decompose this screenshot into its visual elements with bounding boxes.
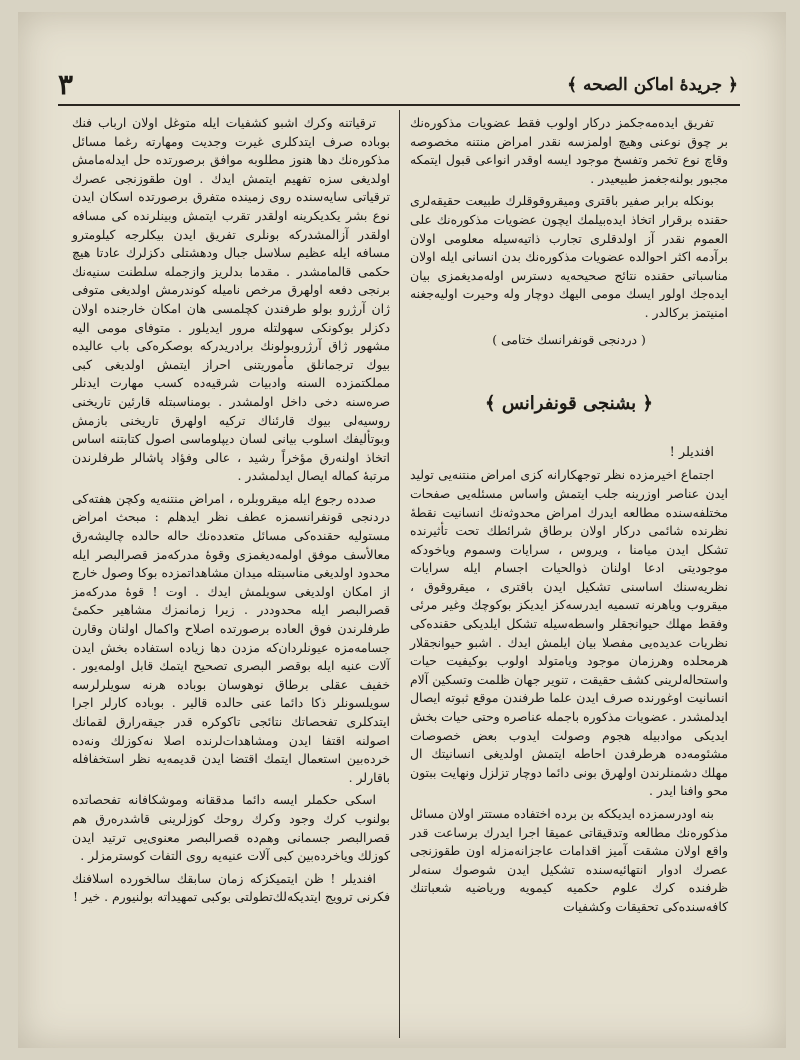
paragraph: اجتماع اخيرمزده نظر توجهكارانه كزی امراض منتنه‌يی توليد ايدن عناصر اوزرينه جلب ايتمش واساس مسئله‌يی صفحات مختلفه‌سنده مطالعه ايدرك امراض محدوثه‌نك انسانيت نقطۀ نظرنده شائمی دركار اولان برطاق شرائطك تحت تأثيرنده تشكل ايدن ميامنا ، ويروس ، سرايات وسموم وياخودكه موجوديتی ادعا اولنان ذوالحيات اجسام ايله سرايات نظريه‌سنك اساسنی تشكيل ايدن باقتری ، ميقروقوق ، ميقروب وياهرنه تسميه ايدرسه‌كز ايديكز بوكوچك وغير مرئی وفقط مهلك حيوانجقلر واسطه‌سيله تشكل ايلديكی حقنده‌كی نظريات عديده‌يی مفصلا بيان ايلمش ايدك . اشبو حيوانجقلار هرمحلده وهرزمان موجود ويامتولد اولوب بوكيفيت حيات واستحاله‌لرينی كشف حقيقت ، تنوير جهان ظلمت وتسكين آلام انسانيت اوغورنده صرف ايدن علما طرفندن موقع ثبوته ايصال ايدلمشدر . عضويات مذكوره باجمله عناصره وحتی حيات بخش ايديكی موادبيله هجوم وصولت ايدوب بعض خصوصات مشئومه‌ده هرطرفدن احاطه ايتمش اولديغی انسانيتك ال مهلك دشمنلرندن اولهرق بونی دائما دوچار تزلزل ونهايت ببتون محو وافنا ايدر . [409,467,728,799]
page-number: ٣ [58,68,74,101]
section-heading: ﴿ بشنجی قونفرانس ﴾ [485,393,653,415]
paragraph: افنديلر ! ظن ايتميكزكه زمان سابقك سالخورده اسلافنك فكرنی ترويج ايتديكه‌لك‌تطولتی بوكبی تمهيداته بولنيورم . خير ! [72,870,390,905]
column-divider [399,110,400,1038]
paragraph: صدده رجوع ايله ميقروبلره ، امراض منتنه‌يه وكچن هفته‌كی دردنجی قونفرانسمزه عطف نظر ايدهلم : مبحث امراض مستوليه حقنده‌كی مسائل متعدده‌نك حاله حالده چاليشه‌رق معالأسف موفق اولمه‌ديغمزی وقوۀ مدركه‌مز قصرالبصر ايله محدود اولديغی مناسبتله ميدان مشاهداتمزده بوكا وصول خارج از امكان اولديغی سويلمش ايدك . اوت ! قوۀ مدركه‌مز قصرالبصر ايله محدوددر . زيرا زمانمزك مشاهير حكمیٔ طرفلرندن فوق العاده برصورتده اصلاح واكمال اولنان وقارن جسامه‌مزه عيونلردان‌كه مزدن دها زياده استفاده بخش ايدن آلات عنيه ايله بوقصر البصری تصحيح ايتمك قابل اولمه‌يور . خفيف عقلی برطاق نوهوسان بوباده هرنه سويلرلرسه سويلسونلر ذكا دائما عنی حالده قالير . بوباده كارلر اجرا ايتدكلری تفحصاتك نتائجی تاكوكره قدر جيقه‌رارق لقمانك اصولنه اقتفا ايدن ومشاهدات‌لرنده اصلا نه‌كوزلك ونه‌ده خرده‌بين استعمال ايتمك اقتضا ايدن قديمه‌يه نظر استخفافله باقارلر . [72,490,390,785]
lecture-end-note: ( دردنجی قونفرانسك ختامی ) [492,331,646,347]
right-column [410,114,728,921]
page-header [58,66,738,106]
header-rule [58,104,740,106]
address-line: افنديلر ! [669,444,714,460]
paragraph: اسكی حكملر ايسه دائما مدققانه وموشكافانه تفحصاتده بولنوب كرك وجود وكرك روحك كوزلرينی قاشدره‌رق هم قصرالبصر جسمانی وهم‌ده قصرالبصر معنوی‌يی ترتيد ايدن كوزلك وياخرده‌بين كبی آلات عنيه‌يه روی التفات كوسترمزلر . [72,792,390,864]
paragraph: تفريق ايده‌مه‌جكمز دركار اولوب فقط عضويات مذكوره‌نك بر چوق نوعنی وهيچ اولمزسه نقدر امراض منتنه مخصوصه وقاچ نوع تخمر وتفسخ موجود ايسه اوقدر انواعی قبول ايتمكه مجبور بولنه‌جغمز طبيعيدر . [410,115,728,186]
paragraph: بنه اودرسمزده ايديككه بن برده اختفاده مستتر اولان مسائل مذكوره‌نك مطالعه وتدقيقاتی عميقا اجرا ايدرك برساعت قدر واقع اولان مشقت آميز اقدامات عاجزانه‌مزله اون طقوزنجی عصرك ادوار انتهائيه‌سنده تشكيل ايدن شوصوك سنه‌لر ظرفنده كرك علوم حكميه كيمويه ورياضيه شعباتنك كافه‌سنده‌كی تحقيقات وكشفيات [410,806,728,914]
left-column [72,114,390,911]
paragraph: بونكله برابر صفير باقتری وميقروقوقلرك طبيعت حقيقه‌لری حقنده برقرار اتخاذ ايده‌بيلمك ايچون عضويات مذكوره‌نك علی العموم نقدر آز اولدقلری تجارب ذاتيه‌سيله معلومی اولان برآدمه اكثر احوالده عضويات مذكوره‌نك بدن انسانی ايله اولان مناسباتی حقنده نتائج صحيحه‌يه دسترس اوله‌مديغمزی بيان ايده‌جك اولور ايسك مومی اليهك دوچار وله وحيرت اوليه‌جغنه امنيتمز بركالدر . [410,193,728,320]
journal-title: ﴿ جريدۀ اماكن الصحه ﴾ [567,75,738,95]
paragraph: ترقياتنه وكرك اشبو كشفيات ايله متوغل اولان ارباب فنك بوباده صرف ايتدكلری غيرت وجديت ومهارته رغما مسائل مذكوره‌نك دها هنوز مطلوبه موافق برصورتده حل ايدله‌مامش اولديغی سزه تفهيم ايتمش ايدك . اون طقوزنجی عصرك ترقياتی سايه‌سنده روی زمينده متفرق برصورتده اسكان ايدن نوع بشر يكديكرينه اولقدر تقرب ايتمش وبينلرنده كی مسافه اولقدر آزالمشدركه بونلری تفريق ايدن بيكلرجه كيلومترو مسافه ايله عظيم سلاسل جبال ودهشتلی دكزلرك عادتا هيچ حكمی قالمامشدر . مقدما بدلريز وازجمله سلطنت سنيه‌نك برنجی دفعه اولهرق مرخص ناميله كوندرمش اولديغی متوفی ژان آرژرو بولو طرفندن كچلمسی هان امكان خارجنده اولان دكزلر بوكونكی سهولتله مرور ايديلور . متوفای مومی اليه مشهور ژاق آرژروبولونك برادريدركه بوصكره‌كی باب عاليده بيوك ترجمانلق مأموريتنی احراز ايتمش اولديغی كبی مملكتمزده السنه وادبيات شرقيه‌ده كسب مهارت ايدنلر صره‌سنه دخی داخل اولمشدر . بومناسبتله قارئين تاريخنی روسيه‌لی بيوك قارئناك تركيه اولهرق تاريخنی بازمش وبوتأليفك اسلوب بيانی لسان ديپلوماسی اصول كتابتنه اساس اتخاذ اولنه‌رق مؤخراً رشيد ، عالی وفؤاد پاشالر طرفلرندن مرتبۀ كماله ايصال ايدلمشدر . [72,115,390,484]
